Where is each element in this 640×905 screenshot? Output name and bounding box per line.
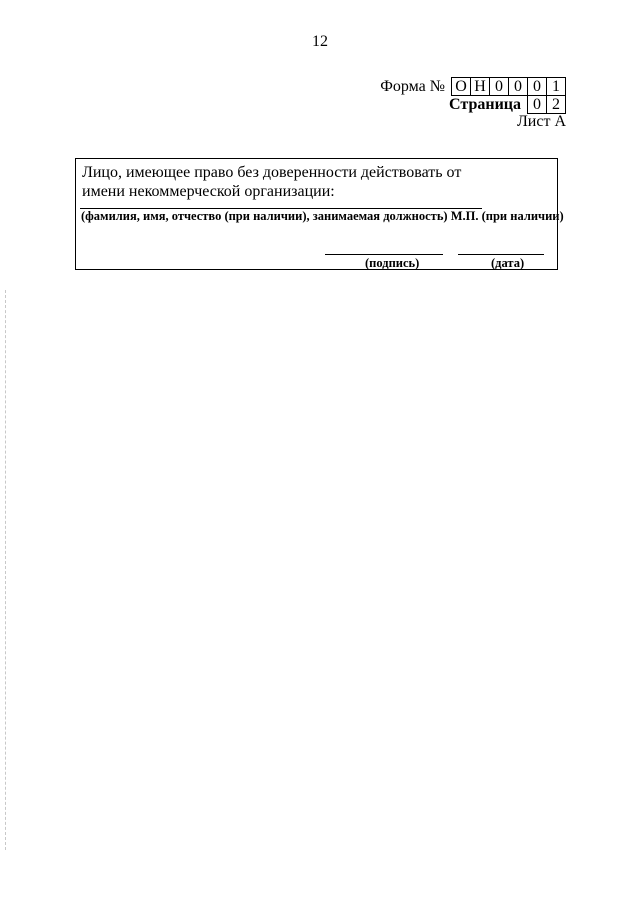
page-number-row xyxy=(449,95,566,114)
form-code-cell: Н xyxy=(471,78,490,95)
page-cell: 0 xyxy=(528,96,547,113)
form-number-label: Форма № xyxy=(380,77,445,95)
date-caption: (дата) xyxy=(491,256,525,270)
page-label: Страница xyxy=(449,95,521,113)
scan-edge-line xyxy=(5,290,6,850)
signer-title: Лицо, имеющее право без доверенности действовать от имени некоммерческой организации: xyxy=(82,164,462,200)
signature-field-line xyxy=(325,254,443,255)
sheet-label: Лист А xyxy=(516,113,566,130)
page-cells xyxy=(527,95,566,114)
page-number: 12 xyxy=(312,33,328,50)
form-code-cell: 0 xyxy=(490,78,509,95)
name-field-caption: (фамилия, имя, отчество (при наличии), занимаемая должность) М.П. (при наличии) xyxy=(81,209,564,223)
form-code-cell: 0 xyxy=(509,78,528,95)
date-field-line xyxy=(458,254,544,255)
signature-caption: (подпись) xyxy=(365,256,420,270)
form-code-cell: 0 xyxy=(528,78,547,95)
signer-section xyxy=(75,158,564,270)
form-number-row xyxy=(380,77,566,96)
page-cell: 2 xyxy=(552,96,560,113)
form-code-cell: О xyxy=(452,78,471,95)
form-code-cell: 1 xyxy=(552,78,560,95)
form-code-cells xyxy=(451,77,566,96)
